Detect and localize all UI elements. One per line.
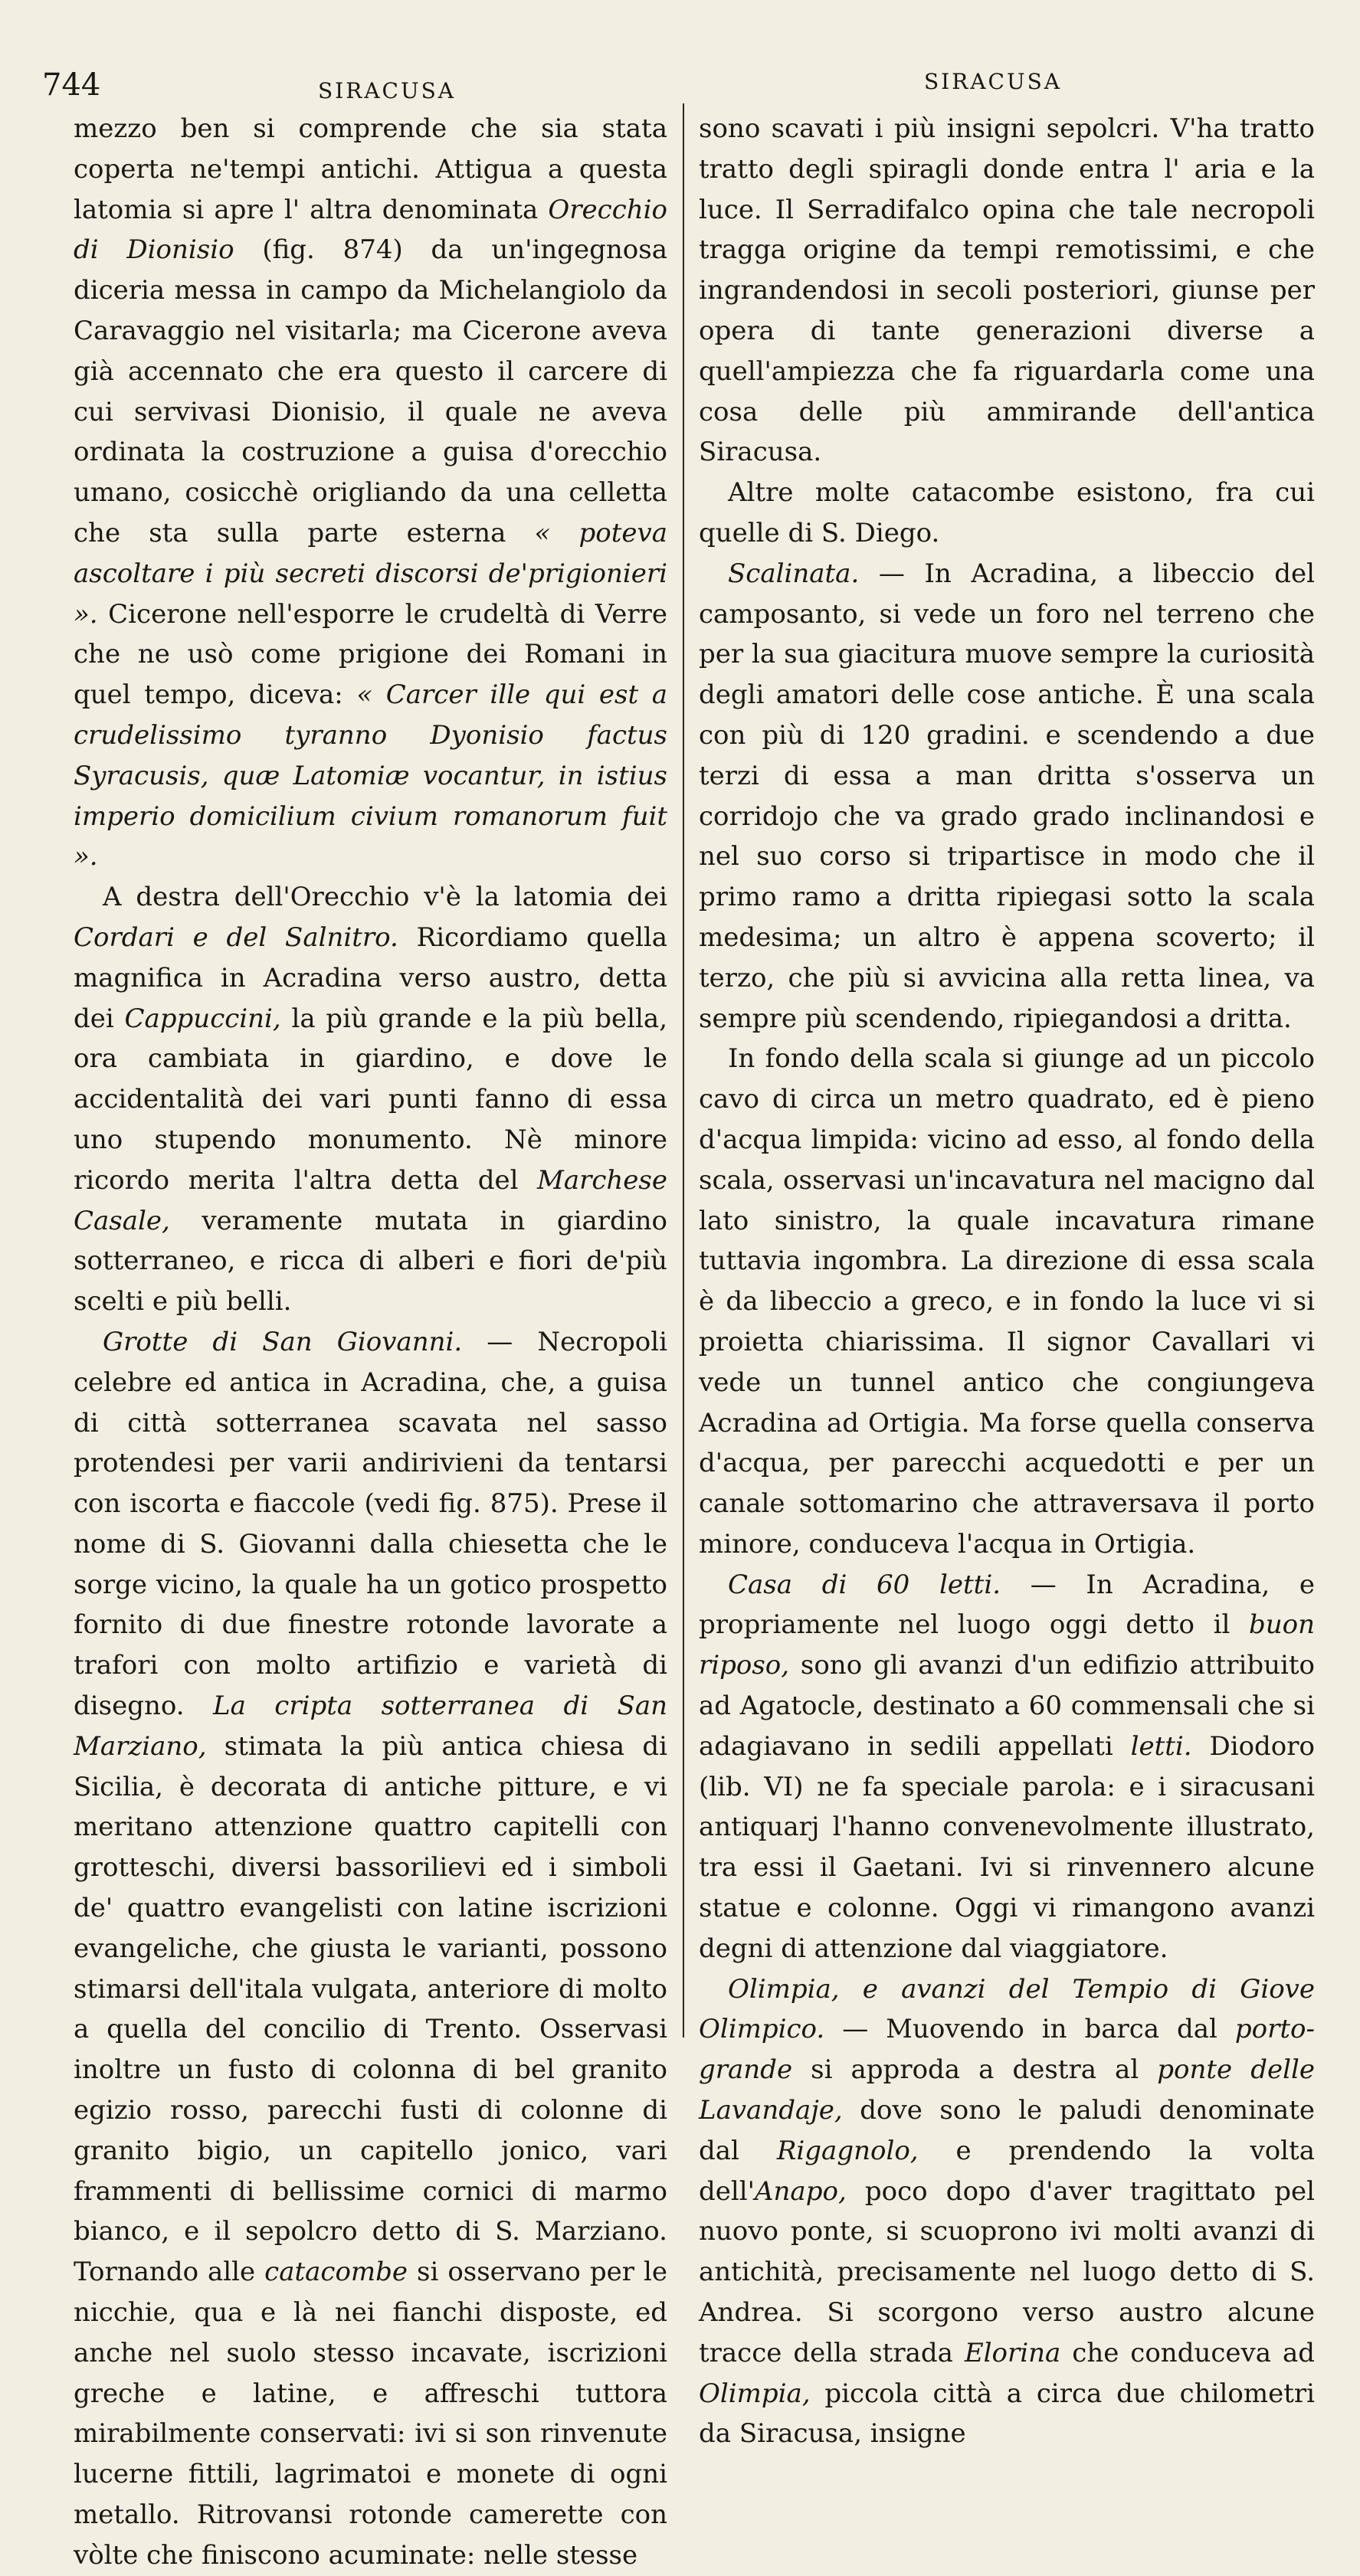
paragraph: Olimpia, e avanzi del Tempio di Giove Olimpico. — Muovendo in barca dal porto-grande si approda a destra al ponte delle Lavandaje, dove sono le paludi denominate dal Rigagnolo, e prendendo la volta dell'Anapo, poco dopo d'aver tragittato pel nuovo ponte, si scuoprono ivi molti avanzi di antichità, precisamente nel luogo detto di S. Andrea. Si scorgono verso austro alcune tracce della strada Elorina che conduceva ad Olimpia, piccola città a circa due chilometri da Siracusa, insigne xyxy=(699,1973,1315,2450)
page-number: 744 xyxy=(42,67,101,103)
running-head-right: SIRACUSA xyxy=(924,69,1062,94)
column-divider xyxy=(683,103,684,2038)
paragraph: sono scavati i più insigni sepolcri. V'ha tratto tratto degli spiragli donde entra l' aria e la luce. Il Serradifalco opina che tale necropoli tragga origine da tempi remotissimi, e che ingrandendosi in secoli posteriori, giunse per opera di tante generazioni diverse a quell'ampiezza che fa riguardarla come una cosa delle più ammirande dell'antica Siracusa. xyxy=(699,113,1315,468)
paragraph: A destra dell'Orecchio v'è la latomia dei Cordari e del Salnitro. Ricordiamo quella magnifica in Acradina verso austro, detta dei Cappuccini, la più grande e la più bella, ora cambiata in giardino, e dove le accidentalità dei vari punti fanno di essa uno stupendo monumento. Nè minore ricordo merita l'altra detta del Marchese Casale, veramente mutata in giardino sotterraneo, e ricca di alberi e fiori de'più scelti e più belli. xyxy=(74,882,667,1317)
paragraph: Altre molte catacombe esistono, fra cui quelle di S. Diego. xyxy=(699,477,1315,548)
paragraph: mezzo ben si comprende che sia stata coperta ne'tempi antichi. Attigua a questa latomia si apre l' altra denominata Orecchio di Dionisio (fig. 874) da un'ingegnosa diceria messa in campo da Michelangiolo da Caravaggio nel visitarla; ma Cicerone aveva già accennato che era questo il carcere di cui servivasi Dionisio, il quale ne aveva ordinata la costruzione a guisa d'orecchio umano, cosicchè origliando da una celletta che sta sulla parte esterna « poteva ascoltare i più secreti discorsi de'prigionieri ». Cicerone nell'esporre le crudeltà di Verre che ne usò come prigione dei Romani in quel tempo, diceva: « Carcer ille qui est a crudelissimo tyranno Dyonisio factus Syracusis, quæ Latomiæ vocantur, in istius imperio domicilium civium romanorum fuit ». xyxy=(74,113,668,872)
paragraph: Grotte di San Giovanni. — Necropoli celebre ed antica in Acradina, che, a guisa di città sotterranea scavata nel sasso protendesi per varii andirivieni da tentarsi con iscorta e fiaccole (vedi fig. 875). Prese il nome di S. Giovanni dalla chiesetta che le sorge vicino, la quale ha un gotico prospetto fornito di due finestre rotonde lavorate a trafori con molto artifizio e varietà di disegno. La cripta sotterranea di San Marziano, stimata la più antica chiesa di Sicilia, è decorata di antiche pitture, e vi meritano attenzione quattro capitelli con grotteschi, diversi bassorilievi ed i simboli de' quattro evangelisti con latine iscrizioni evangeliche, che giusta le varianti, possono stimarsi dell'itala vulgata, anteriore di molto a quella del concilio di Trento. Osservasi inoltre un fusto di colonna di bel granito egizio rosso, parecchi fusti di colonne di granito bigio, un capitello jonico, vari frammenti di bellissime cornici di marmo bianco, e il sepolcro detto di S. Marziano. Tornando alle catacombe si osservano per le nicchie, qua e là nei fianchi disposte, ed anche nel suolo stesso incavate, iscrizioni greche e latine, e affreschi tuttora mirabilmente conservati: ivi si son rinvenute lucerne fittili, lagrimatoi e monete di ogni metallo. Ritrovansi rotonde camerette con vòlte che finiscono acuminate: nelle stesse xyxy=(74,1326,668,2571)
right-column xyxy=(699,109,1315,2454)
left-column xyxy=(74,109,667,2576)
paragraph: Casa di 60 letti. — In Acradina, e propriamente nel luogo oggi detto il buon riposo, sono gli avanzi d'un edifizio attribuito ad Agatocle, destinato a 60 commensali che si adagiavano in sedili appellati letti. Diodoro (lib. VI) ne fa speciale parola: e i siracusani antiquarj l'hanno convenevolmente illustrato, tra essi il Gaetani. Ivi si rinvennero alcune statue e colonne. Oggi vi rimangono avanzi degni di attenzione dal viaggiatore. xyxy=(699,1569,1315,1964)
paragraph: Scalinata. — In Acradina, a libeccio del camposanto, si vede un foro nel terreno che per la sua giacitura muove sempre la curiosità degli amatori delle cose antiche. È una scala con più di 120 gradini. e scendendo a due terzi di essa a man dritta s'osserva un corridojo che va grado grado inclinandosi e nel suo corso si tripartisce in modo che il primo ramo a dritta ripiegasi sotto la scala medesima; un altro è appena scoverto; il terzo, che più si avvicina alla retta linea, va sempre più scendendo, ripiegandosi a dritta. xyxy=(699,558,1315,1034)
paragraph: In fondo della scala si giunge ad un piccolo cavo di circa un metro quadrato, ed è pieno d'acqua limpida: vicino ad esso, al fondo della scala, osservasi un'incavatura nel macigno dal lato sinistro, la quale incavatura rimane tuttavia ingombra. La direzione di essa scala è da libeccio a greco, e in fondo la luce vi si proietta chiarissima. Il signor Cavallari vi vede un tunnel antico che congiungeva Acradina ad Ortigia. Ma forse quella conserva d'acqua, per parecchi acquedotti e per un canale sottomarino che attraversava il porto minore, conduceva l'acqua in Ortigia. xyxy=(699,1043,1315,1560)
running-head-left: SIRACUSA xyxy=(318,78,456,103)
